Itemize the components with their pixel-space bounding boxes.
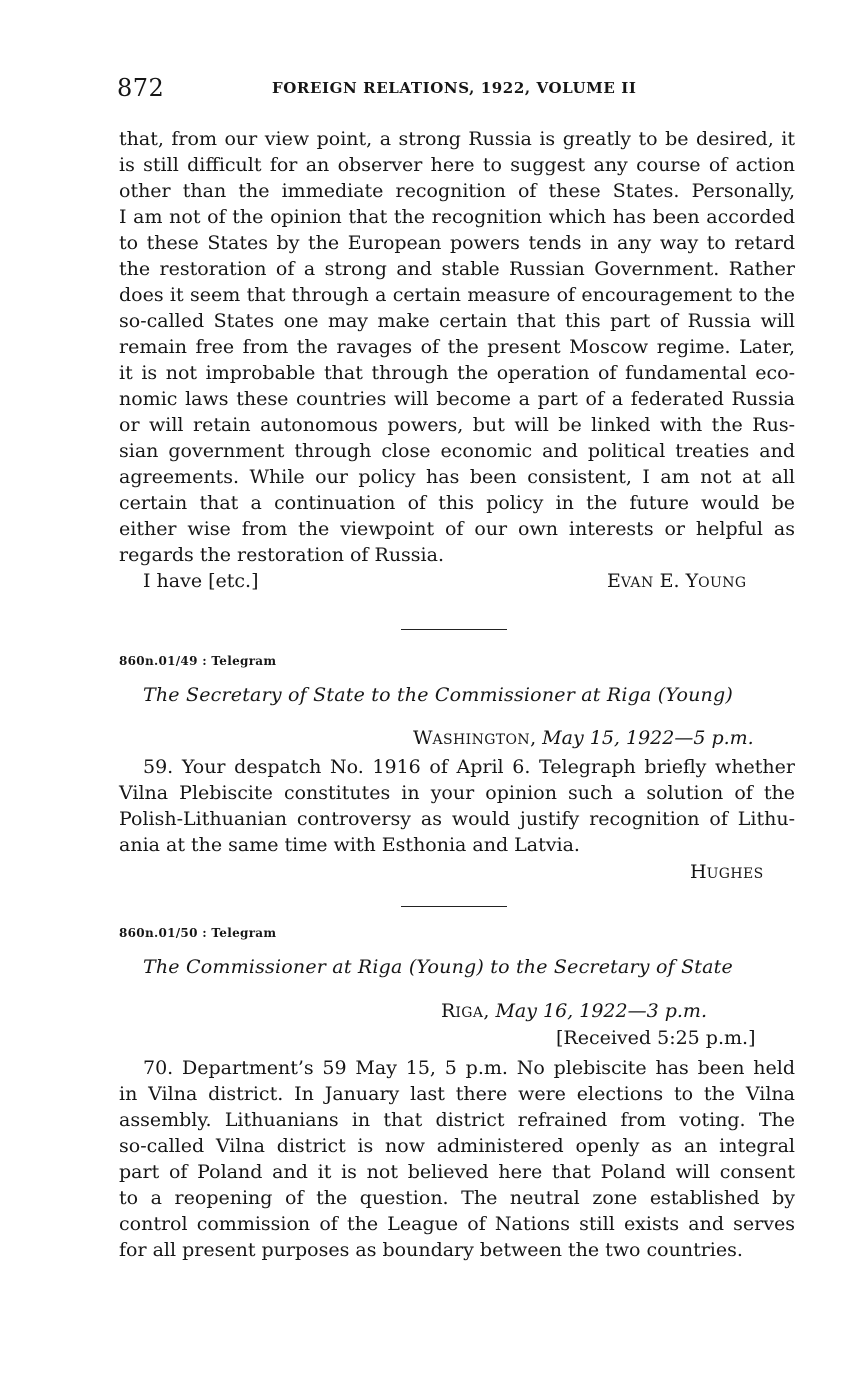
signature-hughes: HUGHES — [690, 861, 764, 883]
text-line: to these States by the European powers tends in any way to retard — [119, 232, 795, 254]
text-line: so-called Vilna district is now administered openly as an integral — [119, 1135, 795, 1157]
telegram-body — [119, 754, 795, 858]
text-line: ania at the same time with Esthonia and Latvia. — [119, 834, 580, 856]
text-line: sian government through close economic and political treaties and — [119, 440, 795, 462]
file-reference: 860n.01/49 : Telegram — [119, 654, 277, 668]
text-line: so-called States one may make certain that this part of Russia will — [119, 310, 795, 332]
signature-young: EVAN E. YOUNG — [607, 570, 747, 592]
text-line: 59. Your despatch No. 1916 of April 6. Telegraph briefly whether — [143, 756, 795, 778]
received-note: [Received 5:25 p.m.] — [556, 1027, 756, 1049]
text-line: does it seem that through a certain measure of encouragement to the — [119, 284, 795, 306]
page-number: 872 — [117, 74, 165, 102]
text-line: part of Poland and it is not believed here that Poland will consent — [119, 1161, 795, 1183]
section-divider — [401, 629, 507, 630]
text-line: remain free from the ravages of the present Moscow regime. Later, — [119, 336, 795, 358]
text-line: or will retain autonomous powers, but will be linked with the Rus- — [119, 414, 795, 436]
telegram-body — [119, 1055, 795, 1263]
text-line: I am not of the opinion that the recognition which has been accorded — [119, 206, 795, 228]
text-line: 70. Department’s 59 May 15, 5 p.m. No plebiscite has been held — [143, 1057, 795, 1079]
dateline: RIGA, May 16, 1922—3 p.m. — [441, 1000, 707, 1022]
text-line: certain that a continuation of this policy in the future would be — [119, 492, 795, 514]
text-line: that, from our view point, a strong Russia is greatly to be desired, it — [119, 128, 795, 150]
section-divider — [401, 906, 507, 907]
text-line: to a reopening of the question. The neutral zone established by — [119, 1187, 795, 1209]
text-line: assembly. Lithuanians in that district refrained from voting. The — [119, 1109, 795, 1131]
file-reference: 860n.01/50 : Telegram — [119, 926, 277, 940]
text-line: for all present purposes as boundary between the two countries. — [119, 1239, 743, 1261]
text-line: nomic laws these countries will become a part of a federated Russia — [119, 388, 795, 410]
dateline: WASHINGTON, May 15, 1922—5 p.m. — [413, 727, 754, 749]
text-line: control commission of the League of Nations still exists and serves — [119, 1213, 795, 1235]
page-header — [117, 74, 767, 110]
document-title: The Secretary of State to the Commissioner at Riga (Young) — [143, 684, 733, 706]
text-line: either wise from the viewpoint of our own interests or helpful as — [119, 518, 795, 540]
text-line: regards the restoration of Russia. — [119, 544, 444, 566]
intro-paragraph — [119, 126, 795, 568]
text-line: other than the immediate recognition of these States. Personally, — [119, 180, 795, 202]
text-line: in Vilna district. In January last there were elections to the Vilna — [119, 1083, 795, 1105]
text-line: the restoration of a strong and stable Russian Government. Rather — [119, 258, 795, 280]
text-line: agreements. While our policy has been consistent, I am not at all — [119, 466, 795, 488]
text-line: is still difficult for an observer here to suggest any course of action — [119, 154, 795, 176]
text-line: Vilna Plebiscite constitutes in your opinion such a solution of the — [119, 782, 795, 804]
text-line: it is not improbable that through the operation of fundamental eco- — [119, 362, 795, 384]
document-title: The Commissioner at Riga (Young) to the Secretary of State — [143, 956, 733, 978]
closing-courtesy: I have [etc.] — [143, 570, 259, 592]
running-title: FOREIGN RELATIONS, 1922, VOLUME II — [272, 79, 637, 97]
text-line: Polish-Lithuanian controversy as would justify recognition of Lithu- — [119, 808, 795, 830]
